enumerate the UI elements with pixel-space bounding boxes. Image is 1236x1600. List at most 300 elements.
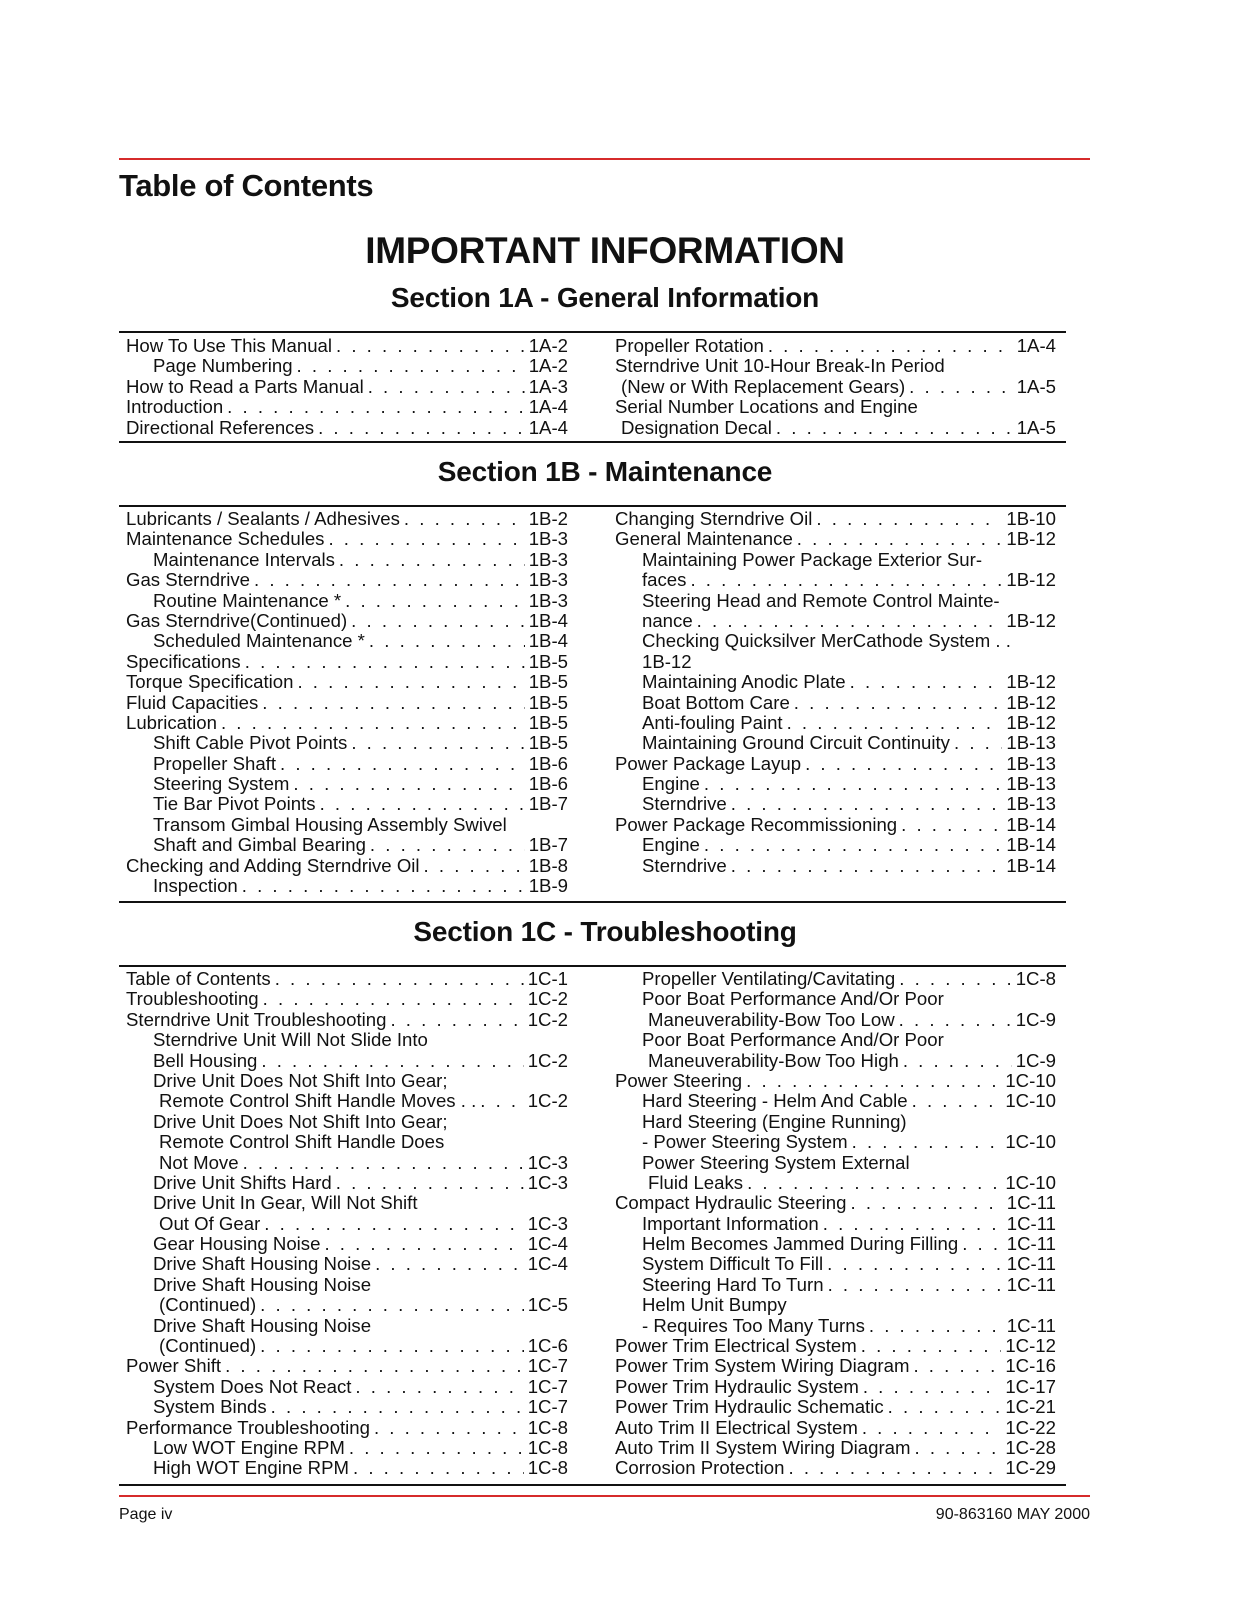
toc-entry-title: Lubricants / Sealants / Adhesives	[126, 508, 400, 529]
dot-leader	[349, 1438, 524, 1458]
dot-leader	[863, 1377, 1002, 1397]
toc-entry	[615, 1153, 1056, 1173]
toc-entry	[615, 1132, 1056, 1152]
toc-entry	[615, 1295, 1056, 1315]
toc-entry-title: System Difficult To Fill	[642, 1253, 824, 1275]
toc-entry-title: Helm Becomes Jammed During Filling	[642, 1233, 959, 1255]
dot-leader	[271, 1397, 524, 1417]
toc-entry-title: Directional References	[126, 416, 315, 438]
toc-entry-page: 1C-8	[527, 1416, 568, 1438]
toc-entry-page: 1C-2	[527, 1049, 568, 1071]
dot-leader	[899, 969, 1011, 989]
toc-entry	[126, 1438, 568, 1458]
toc-entry	[126, 856, 568, 876]
dot-leader	[242, 876, 525, 896]
toc-entry	[126, 631, 568, 651]
toc-entry-title: - Requires Too Many Turns	[642, 1314, 865, 1336]
toc-entry-title: Drive Unit In Gear, Will Not Shift	[153, 1192, 418, 1214]
toc-entry-title: Lubrication	[126, 711, 217, 733]
dot-leader	[962, 1234, 1003, 1254]
toc-entry	[615, 815, 1056, 835]
footer-page-label: Page iv	[119, 1506, 173, 1523]
toc-entry	[126, 570, 568, 590]
toc-entry-title: Troubleshooting	[126, 988, 259, 1010]
section-rule-1a-bottom	[119, 441, 1066, 443]
toc-entry	[615, 1418, 1056, 1438]
toc-entry-page: 1C-9	[1015, 1049, 1056, 1071]
toc-entry	[126, 1418, 568, 1438]
toc-entry-page: 1C-21	[1005, 1396, 1056, 1418]
toc-entry	[126, 815, 568, 835]
toc-entry-title: Hard Steering (Engine Running)	[642, 1110, 907, 1132]
toc-entry	[615, 754, 1056, 774]
toc-entry-page: 1B-4	[528, 630, 568, 652]
toc-entry	[615, 774, 1056, 794]
toc-entry-page: 1B-3	[528, 548, 568, 570]
toc-entry-title: Fluid Leaks	[648, 1171, 744, 1193]
toc-entry-page: 1C-11	[1006, 1273, 1056, 1295]
toc-entry-title: Steering Hard To Turn	[642, 1273, 824, 1295]
dot-leader	[912, 1091, 1002, 1111]
toc-entry-page: 1B-14	[1006, 854, 1056, 876]
toc-entry-title: Poor Boat Performance And/Or Poor	[642, 1029, 944, 1051]
dot-leader	[776, 418, 1013, 438]
toc-entry-page: 1B-14	[1006, 813, 1056, 835]
toc-entry-page: 1B-5	[528, 691, 568, 713]
dot-leader	[375, 1254, 524, 1274]
section-rule-1c-top	[119, 965, 1066, 967]
dot-leader	[915, 1438, 1002, 1458]
toc-entry-title: Remote Control Shift Handle Moves . .	[159, 1090, 477, 1112]
toc-entry-title: Drive Unit Shifts Hard	[153, 1171, 332, 1193]
dot-leader	[869, 1316, 1003, 1336]
dot-leader	[355, 1377, 523, 1397]
toc-entry-title: Engine	[642, 773, 700, 795]
toc-entry-page: 1B-12	[1006, 528, 1056, 550]
toc-entry-page: 1C-11	[1006, 1314, 1056, 1336]
toc-entry	[126, 377, 568, 397]
toc-entry-page: 1C-1	[527, 968, 568, 989]
dot-leader	[731, 856, 1003, 876]
toc-entry	[126, 550, 568, 570]
toc-entry-title: Hard Steering - Helm And Cable	[642, 1090, 908, 1112]
toc-entry-title: nance	[642, 609, 693, 631]
toc-entry-title: Auto Trim II Electrical System	[615, 1416, 858, 1438]
toc-entry-title: General Maintenance	[615, 528, 793, 550]
toc-entry-page: 1B-13	[1006, 773, 1056, 795]
dot-leader	[704, 835, 1002, 855]
toc-entry-title: Table of Contents	[126, 968, 271, 989]
toc-entry-title: Sterndrive Unit Will Not Slide Into	[153, 1029, 428, 1051]
toc-entry	[615, 631, 1056, 651]
toc-entry-page: 1C-22	[1005, 1416, 1056, 1438]
toc-entry-title: Page Numbering	[153, 355, 293, 377]
toc-entry-title: Power Trim System Wiring Diagram	[615, 1355, 910, 1377]
toc-entry-page: 1C-8	[527, 1457, 568, 1479]
toc-entry-page: 1C-7	[527, 1396, 568, 1418]
toc-entry-page: 1B-3	[528, 569, 568, 591]
toc-entry-page: 1C-8	[1015, 968, 1056, 989]
toc-entry-page: 1A-4	[528, 396, 568, 418]
section-1c-left-column	[126, 969, 568, 1479]
toc-entry-page: 1B-6	[528, 773, 568, 795]
toc-entry-title: Remote Control Shift Handle Does	[159, 1131, 445, 1153]
toc-entry	[126, 1051, 568, 1071]
toc-entry	[615, 1051, 1056, 1071]
dot-leader	[297, 356, 525, 376]
dot-leader	[324, 1234, 523, 1254]
toc-entry	[126, 1132, 568, 1152]
toc-entry	[126, 611, 568, 631]
toc-entry-page: 1B-2	[528, 508, 568, 529]
section-1c-right-column	[615, 969, 1056, 1479]
dot-leader	[320, 794, 525, 814]
toc-entry-title: Steering Head and Remote Control Mainte-	[642, 589, 1000, 611]
dot-leader	[351, 733, 524, 753]
toc-entry-title: faces	[642, 569, 687, 591]
toc-entry	[615, 1458, 1056, 1478]
toc-entry-title: Propeller Shaft	[153, 752, 276, 774]
toc-entry-title: - Power Steering System	[642, 1131, 848, 1153]
toc-entry-page: 1A-5	[1016, 375, 1056, 397]
dot-leader	[816, 509, 1002, 529]
toc-entry	[615, 1275, 1056, 1295]
dot-leader	[390, 1010, 523, 1030]
toc-entry	[615, 397, 1056, 417]
toc-entry-title: Important Information	[642, 1212, 819, 1234]
dot-leader	[690, 570, 1002, 590]
toc-entry	[615, 336, 1056, 356]
toc-entry-page: 1C-3	[527, 1171, 568, 1193]
toc-entry-title: (New or With Replacement Gears)	[621, 375, 906, 397]
toc-entry-page: 1B-5	[528, 711, 568, 733]
toc-entry	[615, 1112, 1056, 1132]
toc-entry-title: Drive Shaft Housing Noise	[153, 1253, 372, 1275]
toc-entry	[126, 418, 568, 438]
toc-entry-title: Low WOT Engine RPM	[153, 1436, 345, 1458]
toc-entry-page: 1C-8	[527, 1436, 568, 1458]
dot-leader	[280, 754, 525, 774]
dot-leader	[909, 377, 1013, 397]
toc-entry-title: Designation Decal	[621, 416, 772, 438]
toc-entry	[615, 1254, 1056, 1274]
toc-entry-title: Engine	[642, 834, 700, 856]
toc-entry-page: 1B-12	[1006, 711, 1056, 733]
dot-leader	[264, 1214, 523, 1234]
dot-leader	[851, 1193, 1003, 1213]
toc-entry-page: 1C-17	[1005, 1375, 1056, 1397]
toc-entry-title: Fluid Capacities	[126, 691, 259, 713]
section-rule-1b-bottom	[119, 901, 1066, 903]
toc-entry	[126, 1091, 568, 1111]
dot-leader	[263, 989, 524, 1009]
dot-leader	[954, 733, 1002, 753]
toc-entry-title: 1B-12	[642, 650, 692, 672]
toc-entry-page: 1B-12	[1006, 609, 1056, 631]
dot-leader	[336, 1173, 524, 1193]
toc-entry-title: Power Package Layup	[615, 752, 802, 774]
toc-entry-page: 1B-12	[1006, 691, 1056, 713]
toc-entry	[126, 876, 568, 896]
toc-entry	[126, 529, 568, 549]
dot-leader	[768, 336, 1013, 356]
toc-entry-page: 1B-6	[528, 752, 568, 774]
toc-entry-title: Power Trim Hydraulic Schematic	[615, 1396, 884, 1418]
dot-leader	[227, 397, 525, 417]
toc-entry-page: 1A-2	[528, 355, 568, 377]
toc-entry-page: 1C-3	[527, 1151, 568, 1173]
toc-entry-page: 1A-2	[528, 335, 568, 356]
dot-leader	[262, 693, 524, 713]
toc-entry-title: How to Read a Parts Manual	[126, 375, 364, 397]
dot-leader	[293, 774, 524, 794]
toc-entry-title: Changing Sterndrive Oil	[615, 508, 813, 529]
toc-entry-page: 1C-16	[1005, 1355, 1056, 1377]
toc-entry	[615, 672, 1056, 692]
toc-entry-page: 1B-12	[1006, 569, 1056, 591]
toc-entry-page: 1C-12	[1005, 1335, 1056, 1357]
section-1b-left-column	[126, 509, 568, 896]
toc-entry-page: 1B-10	[1006, 508, 1056, 529]
toc-entry-page: 1C-11	[1006, 1233, 1056, 1255]
toc-entry	[126, 1377, 568, 1397]
section-heading-1b: Section 1B - Maintenance	[437, 456, 773, 487]
toc-entry-page: 1C-28	[1005, 1436, 1056, 1458]
toc-entry-title: Maintenance Schedules	[126, 528, 325, 550]
section-rule-1a-top	[119, 331, 1066, 333]
toc-entry	[126, 774, 568, 794]
toc-entry-title: Maneuverability-Bow Too Low	[648, 1008, 895, 1030]
toc-entry-page: 1C-7	[527, 1375, 568, 1397]
dot-leader	[297, 672, 524, 692]
toc-entry	[126, 1010, 568, 1030]
toc-entry	[615, 733, 1056, 753]
toc-entry	[126, 591, 568, 611]
top-red-rule	[119, 158, 1090, 160]
toc-entry-page: 1B-5	[528, 650, 568, 672]
toc-entry-title: Helm Unit Bumpy	[642, 1294, 787, 1316]
toc-entry	[615, 1071, 1056, 1091]
toc-entry-title: Drive Shaft Housing Noise	[153, 1273, 372, 1295]
toc-entry-title: Poor Boat Performance And/Or Poor	[642, 988, 944, 1010]
toc-entry-title: Corrosion Protection	[615, 1457, 785, 1479]
toc-entry	[126, 1071, 568, 1091]
toc-entry	[126, 713, 568, 733]
toc-entry	[615, 1356, 1056, 1376]
dot-leader	[805, 754, 1002, 774]
bottom-red-rule	[119, 1495, 1090, 1497]
toc-entry	[126, 652, 568, 672]
toc-entry	[615, 418, 1056, 438]
toc-entry-title: Checking and Adding Sterndrive Oil	[126, 854, 420, 876]
toc-entry-title: Transom Gimbal Housing Assembly Swivel	[153, 813, 507, 835]
toc-entry-title: Routine Maintenance *	[153, 589, 342, 611]
toc-entry-page: 1B-4	[528, 609, 568, 631]
toc-entry-title: Gas Sterndrive(Continued)	[126, 609, 348, 631]
toc-entry	[615, 1397, 1056, 1417]
toc-entry-title: Power Trim Hydraulic System	[615, 1375, 859, 1397]
toc-entry-title: Torque Specification	[126, 671, 294, 693]
dot-leader	[828, 1275, 1003, 1295]
toc-entry-title: Power Steering System External	[642, 1151, 910, 1173]
toc-entry-title: Maneuverability-Bow Too High	[648, 1049, 899, 1071]
toc-entry	[615, 1438, 1056, 1458]
toc-entry-title: System Binds	[153, 1396, 267, 1418]
dot-leader	[328, 529, 524, 549]
dot-leader	[260, 1336, 524, 1356]
toc-entry-title: Sterndrive	[642, 793, 727, 815]
toc-entry-page: 1A-4	[1016, 335, 1056, 356]
toc-entry-page: 1B-12	[1006, 671, 1056, 693]
toc-entry-title: Power Shift	[126, 1355, 222, 1377]
dot-leader	[225, 1356, 524, 1376]
toc-entry	[126, 989, 568, 1009]
dot-leader	[827, 1254, 1003, 1274]
toc-entry-title: Bell Housing	[153, 1049, 258, 1071]
dot-leader	[345, 591, 525, 611]
dot-leader	[370, 835, 525, 855]
dot-leader	[221, 713, 525, 733]
toc-entry-page: 1C-11	[1006, 1253, 1056, 1275]
dot-leader	[901, 815, 1002, 835]
toc-entry	[126, 509, 568, 529]
toc-entry	[126, 397, 568, 417]
dot-leader	[747, 1173, 1001, 1193]
section-1a-left-column	[126, 336, 568, 438]
dot-leader	[374, 1418, 524, 1438]
toc-entry	[615, 794, 1056, 814]
toc-entry-title: Drive Unit Does Not Shift Into Gear;	[153, 1110, 448, 1132]
dot-leader	[704, 774, 1002, 794]
toc-entry-page: 1C-4	[527, 1253, 568, 1275]
toc-entry-page: 1B-5	[528, 732, 568, 754]
toc-entry-title: Sterndrive	[642, 854, 727, 876]
dot-leader	[852, 1132, 1002, 1152]
toc-entry-page: 1C-11	[1006, 1212, 1056, 1234]
toc-entry-title: Maintaining Anodic Plate	[642, 671, 846, 693]
toc-entry-title: Power Trim Electrical System	[615, 1335, 857, 1357]
page-title: Table of Contents	[119, 168, 374, 203]
toc-entry-page: 1A-5	[1016, 416, 1056, 438]
toc-entry-page: 1C-29	[1005, 1457, 1056, 1479]
dot-leader	[899, 1010, 1012, 1030]
toc-entry-page: 1C-2	[527, 1090, 568, 1112]
toc-entry	[615, 570, 1056, 590]
toc-entry-title: Serial Number Locations and Engine	[615, 396, 918, 418]
toc-entry-page: 1C-10	[1005, 1069, 1056, 1091]
dot-leader	[351, 611, 525, 631]
dot-leader	[318, 418, 525, 438]
toc-entry-page: 1B-8	[528, 854, 568, 876]
toc-entry-title: Drive Unit Does Not Shift Into Gear;	[153, 1069, 448, 1091]
toc-entry	[615, 1193, 1056, 1213]
dot-leader	[697, 611, 1003, 631]
dot-leader	[275, 969, 524, 989]
section-rule-1c-bottom	[119, 1484, 1066, 1486]
toc-entry	[126, 1173, 568, 1193]
toc-entry	[615, 1091, 1056, 1111]
section-rule-1b-top	[119, 505, 1066, 507]
toc-entry-page: 1C-10	[1005, 1131, 1056, 1153]
section-heading-1a: Section 1A - General Information	[390, 282, 820, 313]
dot-leader	[480, 1091, 523, 1111]
toc-entry	[126, 1356, 568, 1376]
toc-entry-title: Maintenance Intervals	[153, 548, 335, 570]
toc-entry	[615, 529, 1056, 549]
toc-entry-title: Scheduled Maintenance *	[153, 630, 365, 652]
dot-leader	[245, 652, 525, 672]
dot-leader	[903, 1051, 1012, 1071]
dot-leader	[850, 672, 1003, 692]
toc-entry-title: Shaft and Gimbal Bearing	[153, 834, 366, 856]
toc-entry	[126, 1275, 568, 1295]
toc-entry-page: 1C-2	[527, 1008, 568, 1030]
dot-leader	[789, 1458, 1002, 1478]
toc-entry	[615, 509, 1056, 529]
toc-entry-title: Out Of Gear	[159, 1212, 261, 1234]
dot-leader	[746, 1071, 1001, 1091]
toc-entry	[615, 1336, 1056, 1356]
toc-entry	[615, 652, 1056, 672]
toc-entry	[126, 356, 568, 376]
toc-entry-title: Sterndrive Unit 10-Hour Break-In Period	[615, 355, 945, 377]
dot-leader	[261, 1051, 523, 1071]
toc-entry-page: 1C-5	[527, 1294, 568, 1316]
toc-entry-page: 1B-3	[528, 528, 568, 550]
toc-entry-title: (Continued)	[159, 1294, 257, 1316]
toc-entry-page: 1B-3	[528, 589, 568, 611]
dot-leader	[336, 336, 525, 356]
toc-entry-page: 1B-9	[528, 875, 568, 897]
toc-entry-title: Drive Shaft Housing Noise	[153, 1314, 372, 1336]
toc-entry-title: Maintaining Ground Circuit Continuity	[642, 732, 950, 754]
toc-entry	[615, 1377, 1056, 1397]
toc-entry	[615, 856, 1056, 876]
dot-leader	[731, 794, 1003, 814]
toc-entry-title: Specifications	[126, 650, 241, 672]
dot-leader	[254, 570, 525, 590]
footer-doc-id: 90-863160 MAY 2000	[935, 1506, 1090, 1523]
toc-entry	[615, 356, 1056, 376]
dot-leader	[260, 1295, 524, 1315]
main-heading: IMPORTANT INFORMATION	[365, 230, 845, 271]
toc-entry-page: 1A-3	[528, 375, 568, 397]
toc-entry-title: How To Use This Manual	[126, 335, 333, 356]
toc-entry	[126, 1112, 568, 1132]
toc-entry-title: Propeller Ventilating/Cavitating	[642, 968, 896, 989]
dot-leader	[353, 1458, 524, 1478]
dot-leader	[797, 529, 1003, 549]
toc-entry-page: 1C-7	[527, 1355, 568, 1377]
toc-entry-title: High WOT Engine RPM	[153, 1457, 349, 1479]
toc-entry-title: Compact Hydraulic Steering	[615, 1192, 847, 1214]
toc-entry-title: Inspection	[153, 875, 238, 897]
section-1b-right-column	[615, 509, 1056, 876]
dot-leader	[243, 1153, 524, 1173]
toc-entry-page: 1B-7	[528, 834, 568, 856]
toc-entry-title: Gear Housing Noise	[153, 1233, 321, 1255]
toc-entry	[615, 611, 1056, 631]
toc-entry-title: Introduction	[126, 396, 224, 418]
toc-entry	[615, 969, 1056, 989]
toc-entry-page: 1A-4	[528, 416, 568, 438]
toc-entry	[126, 336, 568, 356]
toc-entry-page: 1C-10	[1005, 1090, 1056, 1112]
toc-entry	[615, 550, 1056, 570]
toc-entry-page: 1C-11	[1006, 1192, 1056, 1214]
toc-entry-title: Propeller Rotation	[615, 335, 764, 356]
toc-entry-page: 1C-6	[527, 1335, 568, 1357]
